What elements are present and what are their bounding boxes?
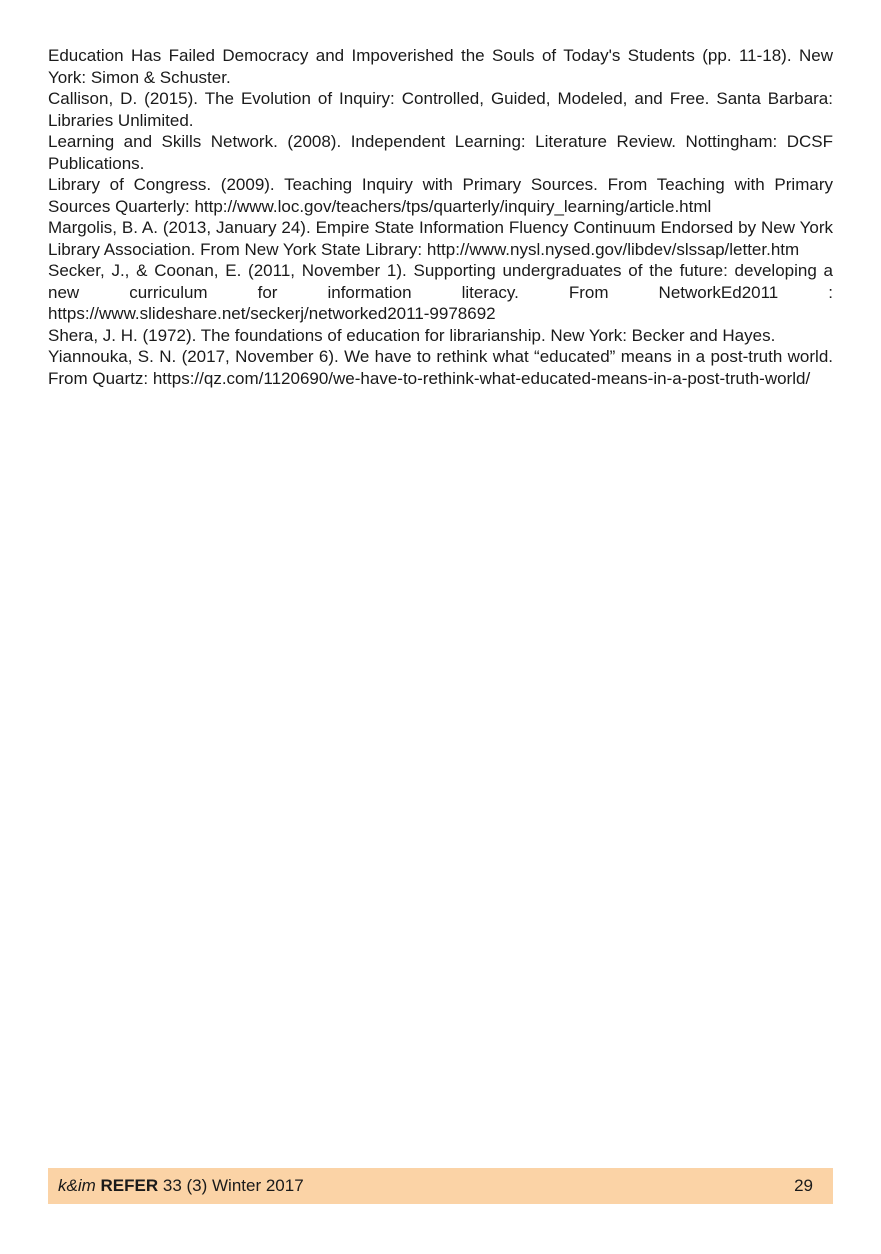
page-footer [48,1168,833,1204]
magazine-name-kim: k&im [58,1176,96,1195]
reference-entry: Margolis, B. A. (2013, January 24). Empire State Information Fluency Continuum Endorsed by New York Library Association. From New York State Library: http://www.nysl.nysed.gov/libdev/slssap/letter.htm [48,218,833,259]
reference-entry: Library of Congress. (2009). Teaching Inquiry with Primary Sources. From Teaching with Primary Sources Quarterly: http://www.loc.gov/teachers/tps/quarterly/inquiry_learning/article.html [48,175,833,216]
reference-entry: Shera, J. H. (1972). The foundations of education for librarianship. New York: Becker and Hayes. [48,325,776,345]
reference-entry: Yiannouka, S. N. (2017, November 6). We have to rethink what “educated” means in a post-truth world. From Quartz: https://qz.com/1120690/we-have-to-rethink-what-educated-means-in-a-post-truth-world/ [48,347,833,388]
reference-entry: Secker, J., & Coonan, E. (2011, November 1). Supporting undergraduates of the future: developing a new curriculum for information literacy. From NetworkEd2011 : https://www.slideshare.net/seckerj/networked2011-9978692 [48,261,833,323]
reference-entry: Callison, D. (2015). The Evolution of Inquiry: Controlled, Guided, Modeled, and Free. Santa Barbara: Libraries Unlimited. [48,89,833,130]
magazine-name-refer: REFER [100,1176,159,1195]
reference-entry: Education Has Failed Democracy and Impoverished the Souls of Today's Students (pp. 11-18). New York: Simon & Schuster. [48,46,833,87]
footer-issue-info [58,1176,304,1196]
issue-label: 33 (3) Winter 2017 [162,1176,304,1195]
reference-entry: Learning and Skills Network. (2008). Independent Learning: Literature Review. Nottingham: DCSF Publications. [48,132,833,173]
reference-list [48,45,833,389]
page-number: 29 [794,1176,813,1195]
